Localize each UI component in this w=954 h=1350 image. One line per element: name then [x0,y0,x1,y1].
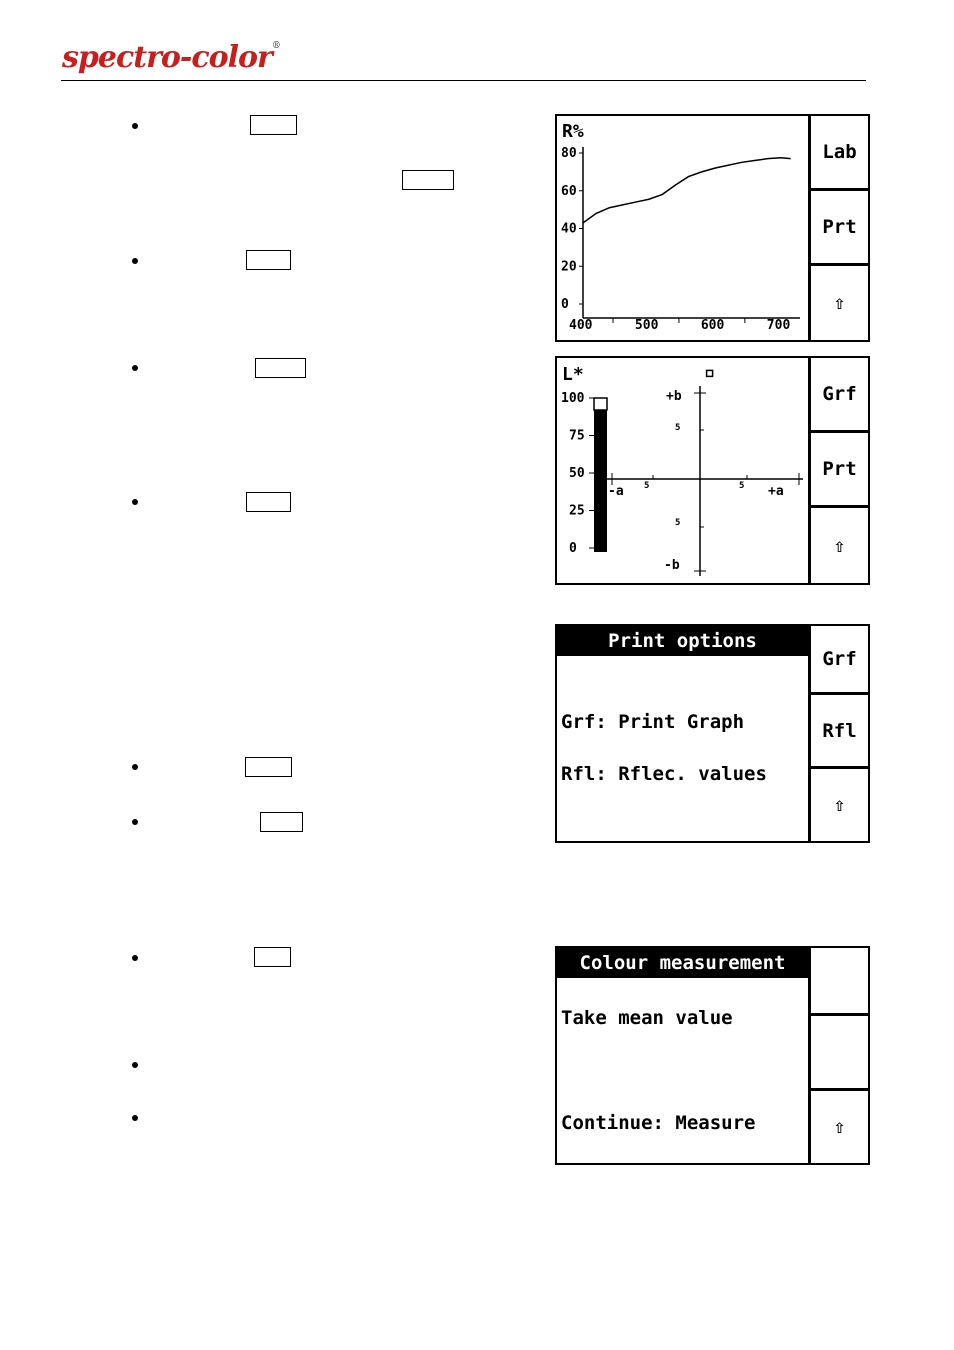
menu-line-reflectance: Rfl: Rflec. values [561,763,767,785]
bullet [132,1115,138,1121]
reflectance-panel [555,114,870,342]
softkey-label: Grf [822,383,857,405]
y-tick-label: 20 [561,259,577,275]
minus-a-label: -a [608,484,624,499]
logo-text: spectro-color [62,40,272,75]
bullet [132,819,138,825]
key-box [254,947,291,967]
l-tick-label: 25 [569,503,585,519]
bullet [132,123,138,129]
shift-softkey[interactable] [811,1091,868,1163]
print-softkey[interactable] [811,191,868,266]
plus-b-label: +b [666,389,682,404]
print-options-panel [555,624,870,843]
key-box [402,170,454,190]
softkey-label: Prt [822,216,857,238]
shift-softkey[interactable] [811,769,868,841]
l-tick-label: 100 [561,391,585,406]
shift-softkey[interactable] [811,266,868,340]
reflectance-softkeys [811,116,868,340]
shift-softkey[interactable] [811,508,868,583]
x-tick-label: 600 [700,318,725,333]
bullet [132,764,138,770]
message-mean-value: Take mean value [561,1007,733,1029]
lab-screen [557,358,811,583]
shift-arrow-icon: ⇧ [833,794,846,816]
key-box [246,492,291,512]
x-tick-label: 500 [634,318,659,333]
plus-a-label: +a [768,484,784,499]
blank-softkey[interactable] [811,1016,868,1091]
header-divider [61,80,866,81]
print-softkey[interactable] [811,433,868,508]
reflectance-curve [583,158,791,223]
message-continue: Continue: Measure [561,1112,756,1134]
shift-arrow-icon: ⇧ [833,292,846,314]
scale-mark: 5 [675,518,681,528]
scale-mark: 5 [675,423,681,433]
colour-measurement-panel [555,946,870,1165]
key-box [255,358,306,378]
key-box [246,250,291,270]
shift-arrow-icon: ⇧ [833,1116,846,1138]
shift-arrow-icon: ⇧ [833,534,846,557]
lab-chart [557,358,808,583]
bullet [132,499,138,505]
y-tick-label: 0 [561,297,569,312]
brand-logo [62,40,280,75]
bullet [132,258,138,264]
y-tick-label: 80 [561,146,577,161]
sample-point [707,370,713,376]
softkey-label: Prt [822,458,857,480]
scale-mark: 5 [644,481,650,491]
scale-mark: 5 [739,481,745,491]
bullet [132,365,138,371]
menu-line-graph: Grf: Print Graph [561,711,745,733]
print-options-softkeys [811,626,868,841]
reflectance-screen [557,116,811,340]
lightness-marker [594,398,607,410]
reflectance-chart [557,116,808,340]
l-tick-label: 50 [569,466,585,481]
key-box [250,115,297,135]
y-tick-label: 60 [561,183,577,199]
lab-panel [555,356,870,585]
chart-title: R% [562,121,584,142]
panel-title: Print options [557,626,808,656]
print-options-screen [557,626,811,841]
lab-softkeys [811,358,868,583]
lab-softkey[interactable] [811,116,868,191]
colour-measurement-softkeys [811,948,868,1163]
bullet [132,1062,138,1068]
minus-b-label: -b [664,558,680,573]
l-tick-label: 0 [569,541,577,556]
key-box [260,812,303,832]
softkey-label: Rfl [822,719,857,742]
chart-title: L* [562,364,584,385]
graph-softkey[interactable] [811,358,868,433]
lightness-bar [594,406,607,552]
x-tick-label: 700 [766,318,791,333]
x-tick-label: 400 [569,318,593,333]
panel-title: Colour measurement [557,948,808,978]
blank-softkey[interactable] [811,948,868,1016]
colour-measurement-screen [557,948,811,1163]
registered-mark: ® [271,41,280,51]
bullet [132,955,138,961]
l-tick-label: 75 [569,428,585,444]
y-tick-label: 40 [561,221,577,237]
softkey-label: Grf [822,648,857,670]
softkey-label: Lab [822,141,857,163]
graph-softkey[interactable] [811,626,868,695]
reflectance-softkey[interactable] [811,695,868,769]
key-box [245,757,292,777]
